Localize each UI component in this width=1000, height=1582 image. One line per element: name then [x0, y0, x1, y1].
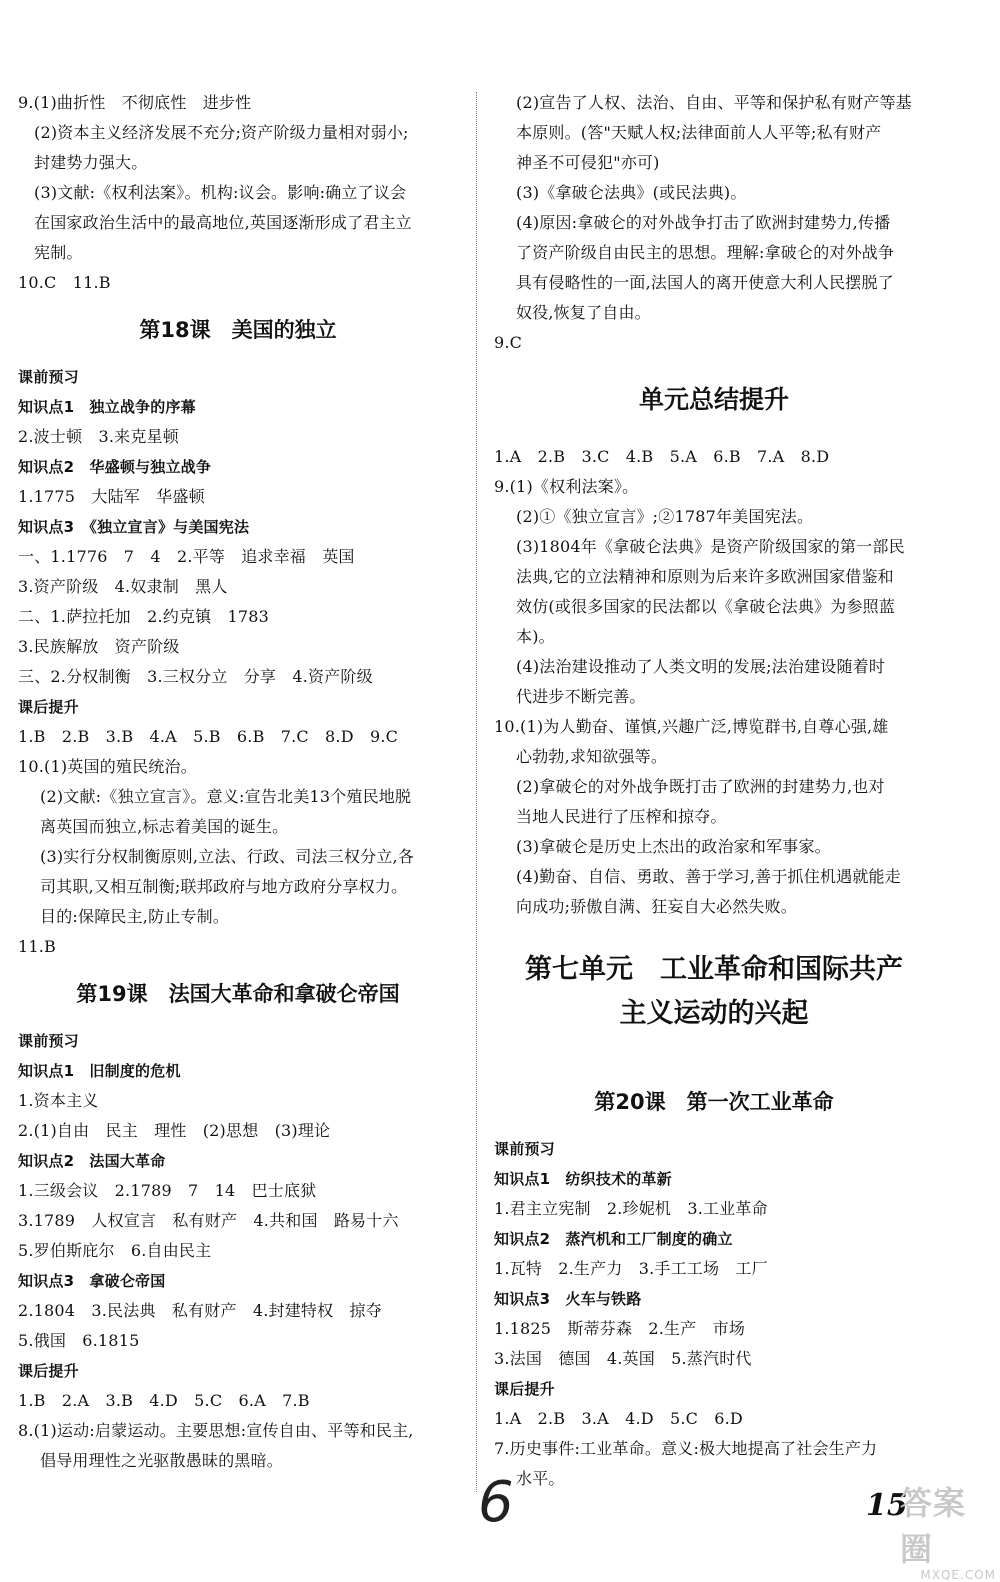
text-line: 1.1775 大陆军 华盛顿 — [18, 487, 205, 506]
text-line: (4)勤奋、自信、勇敢、善于学习,善于抓住机遇就能走 — [516, 867, 901, 886]
text-line: 1.君主立宪制 2.珍妮机 3.工业革命 — [494, 1199, 768, 1218]
unit-summary-title: 单元总结提升 — [638, 385, 789, 414]
text-line: (2)拿破仑的对外战争既打击了欧洲的封建势力,也对 — [516, 777, 885, 796]
watermark-url: MXQE.COM — [920, 1568, 996, 1582]
text-line: 奴役,恢复了自由。 — [516, 303, 651, 322]
text-line: 三、2.分权制衡 3.三权分立 分享 4.资产阶级 — [18, 667, 373, 686]
text-line: 2.波士顿 3.来克星顿 — [18, 427, 179, 446]
text-line: 3.资产阶级 4.奴隶制 黑人 — [18, 577, 228, 596]
text-line: 1.A 2.B 3.A 4.D 5.C 6.D — [494, 1409, 743, 1428]
text-line: 2.1804 3.民法典 私有财产 4.封建特权 掠夺 — [18, 1301, 382, 1320]
lesson19-title: 第19课 法国大革命和拿破仑帝国 — [76, 982, 400, 1006]
text-line: 1.B 2.B 3.B 4.A 5.B 6.B 7.C 8.D 9.C — [18, 727, 399, 746]
section-heading: 知识点1 旧制度的危机 — [18, 1062, 181, 1080]
text-line: 3.法国 德国 4.英国 5.蒸汽时代 — [494, 1349, 752, 1368]
text-line: (3)文献:《权利法案》。机构:议会。影响:确立了议会 — [34, 183, 407, 202]
watermark-logo — [900, 1478, 996, 1582]
text-line: 1.1825 斯蒂芬森 2.生产 市场 — [494, 1319, 746, 1338]
left-column — [18, 88, 458, 1476]
text-line: 神圣不可侵犯"亦可) — [516, 153, 660, 172]
text-line: 1.B 2.A 3.B 4.D 5.C 6.A 7.B — [18, 1391, 310, 1410]
section-heading: 知识点2 蒸汽机和工厂制度的确立 — [494, 1230, 733, 1248]
text-line: 具有侵略性的一面,法国人的离开使意大利人民摆脱了 — [516, 273, 894, 292]
lesson20-content — [494, 1134, 934, 1494]
lesson20-title: 第20课 第一次工业革命 — [594, 1090, 834, 1114]
text-line: (2)资本主义经济发展不充分;资产阶级力量相对弱小; — [34, 123, 409, 142]
text-line: 一、1.1776 7 4 2.平等 追求幸福 英国 — [18, 547, 355, 566]
unit-title-line: 主义运动的兴起 — [619, 998, 809, 1029]
text-line: 法典,它的立法精神和原则为后来许多欧洲国家借鉴和 — [516, 567, 894, 586]
text-line: 在国家政治生活中的最高地位,英国逐渐形成了君主立 — [34, 213, 412, 232]
section-heading: 课后提升 — [18, 698, 79, 716]
text-line: 水平。 — [516, 1469, 565, 1488]
page-number: 15 — [866, 1488, 908, 1523]
text-line: 1.瓦特 2.生产力 3.手工工场 工厂 — [494, 1259, 768, 1278]
section-heading: 课前预习 — [494, 1140, 555, 1158]
text-line: (2)①《独立宣言》;②1787年美国宪法。 — [516, 507, 814, 526]
section-heading: 知识点3 拿破仑帝国 — [18, 1272, 166, 1290]
section-heading: 知识点1 独立战争的序幕 — [18, 398, 196, 416]
text-line: 本原则。(答"天赋人权;法律面前人人平等;私有财产 — [516, 123, 882, 142]
text-line: (3)拿破仑是历史上杰出的政治家和军事家。 — [516, 837, 831, 856]
text-line: 了资产阶级自由民主的思想。理解:拿破仑的对外战争 — [516, 243, 895, 262]
text-line: 10.(1)为人勤奋、谨慎,兴趣广泛,博览群书,自尊心强,雄 — [494, 717, 889, 736]
text-line: (3)1804年《拿破仑法典》是资产阶级国家的第一部民 — [516, 537, 905, 556]
text-line: 10.C 11.B — [18, 273, 111, 292]
text-line: 9.(1)《权利法案》。 — [494, 477, 639, 496]
section-heading: 课后提升 — [18, 1362, 79, 1380]
text-line: (2)宣告了人权、法治、自由、平等和保护私有财产等基 — [516, 93, 912, 112]
text-line: 1.资本主义 — [18, 1091, 99, 1110]
section-heading: 知识点3 《独立宣言》与美国宪法 — [18, 518, 250, 536]
text-line: 心勃勃,求知欲强等。 — [516, 747, 668, 766]
text-line: (3)实行分权制衡原则,立法、行政、司法三权分立,各 — [40, 847, 415, 866]
left-block1 — [18, 88, 458, 298]
section-heading: 知识点2 法国大革命 — [18, 1152, 166, 1170]
text-line: (4)原因:拿破仑的对外战争打击了欧洲封建势力,传播 — [516, 213, 891, 232]
text-line: 二、1.萨拉托加 2.约克镇 1783 — [18, 607, 270, 626]
text-line: 8.(1)运动:启蒙运动。主要思想:宣传自由、平等和民主, — [18, 1421, 414, 1440]
text-line: 5.罗伯斯庇尔 6.自由民主 — [18, 1241, 212, 1260]
text-line: 倡导用理性之光驱散愚昧的黑暗。 — [40, 1451, 284, 1470]
section-heading: 知识点3 火车与铁路 — [494, 1290, 642, 1308]
right-block1 — [494, 88, 934, 358]
text-line: 向成功;骄傲自满、狂妄自大必然失败。 — [516, 897, 797, 916]
column-divider — [476, 92, 477, 1492]
handwritten-mark: 6 — [478, 1470, 514, 1535]
text-line: (4)法治建设推动了人类文明的发展;法治建设随着时 — [516, 657, 886, 676]
watermark-text: 答案圈 — [900, 1484, 967, 1568]
text-line: 司其职,又相互制衡;联邦政府与地方政府分享权力。 — [40, 877, 408, 896]
unit-seven-title — [494, 922, 934, 1060]
text-line: 1.A 2.B 3.C 4.B 5.A 6.B 7.A 8.D — [494, 447, 830, 466]
section-heading: 课前预习 — [18, 1032, 79, 1050]
text-line: 效仿(或很多国家的民法都以《拿破仑法典》为参照蓝 — [516, 597, 896, 616]
text-line: 本)。 — [516, 627, 555, 646]
unit-summary-content — [494, 442, 934, 922]
text-line: 1.三级会议 2.1789 7 14 巴士底狱 — [18, 1181, 317, 1200]
section-heading: 课前预习 — [18, 368, 79, 386]
text-line: 7.历史事件:工业革命。意义:极大地提高了社会生产力 — [494, 1439, 878, 1458]
right-column — [494, 88, 934, 1494]
section-heading: 课后提升 — [494, 1380, 555, 1398]
text-line: 9.C — [494, 333, 523, 352]
text-line: 宪制。 — [34, 243, 83, 262]
lesson18-content — [18, 362, 458, 962]
text-line: 当地人民进行了压榨和掠夺。 — [516, 807, 727, 826]
section-heading: 知识点1 纺织技术的革新 — [494, 1170, 672, 1188]
text-line: 离英国而独立,标志着美国的诞生。 — [40, 817, 289, 836]
text-line: 2.(1)自由 民主 理性 (2)思想 (3)理论 — [18, 1121, 331, 1140]
text-line: 5.俄国 6.1815 — [18, 1331, 140, 1350]
text-line: (2)文献:《独立宣言》。意义:宣告北美13个殖民地脱 — [40, 787, 412, 806]
text-line: 11.B — [18, 937, 57, 956]
text-line: 目的:保障民主,防止专制。 — [40, 907, 230, 926]
section-heading: 知识点2 华盛顿与独立战争 — [18, 458, 212, 476]
text-line: 3.民族解放 资产阶级 — [18, 637, 180, 656]
text-line: 10.(1)英国的殖民统治。 — [18, 757, 197, 776]
text-line: (3)《拿破仑法典》(或民法典)。 — [516, 183, 747, 202]
text-line: 代进步不断完善。 — [516, 687, 646, 706]
lesson19-content — [18, 1026, 458, 1476]
unit-title-line: 第七单元 工业革命和国际共产 — [525, 954, 903, 985]
text-line: 3.1789 人权宣言 私有财产 4.共和国 路易十六 — [18, 1211, 399, 1230]
text-line: 9.(1)曲折性 不彻底性 进步性 — [18, 93, 252, 112]
lesson18-title: 第18课 美国的独立 — [139, 318, 337, 342]
text-line: 封建势力强大。 — [34, 153, 148, 172]
